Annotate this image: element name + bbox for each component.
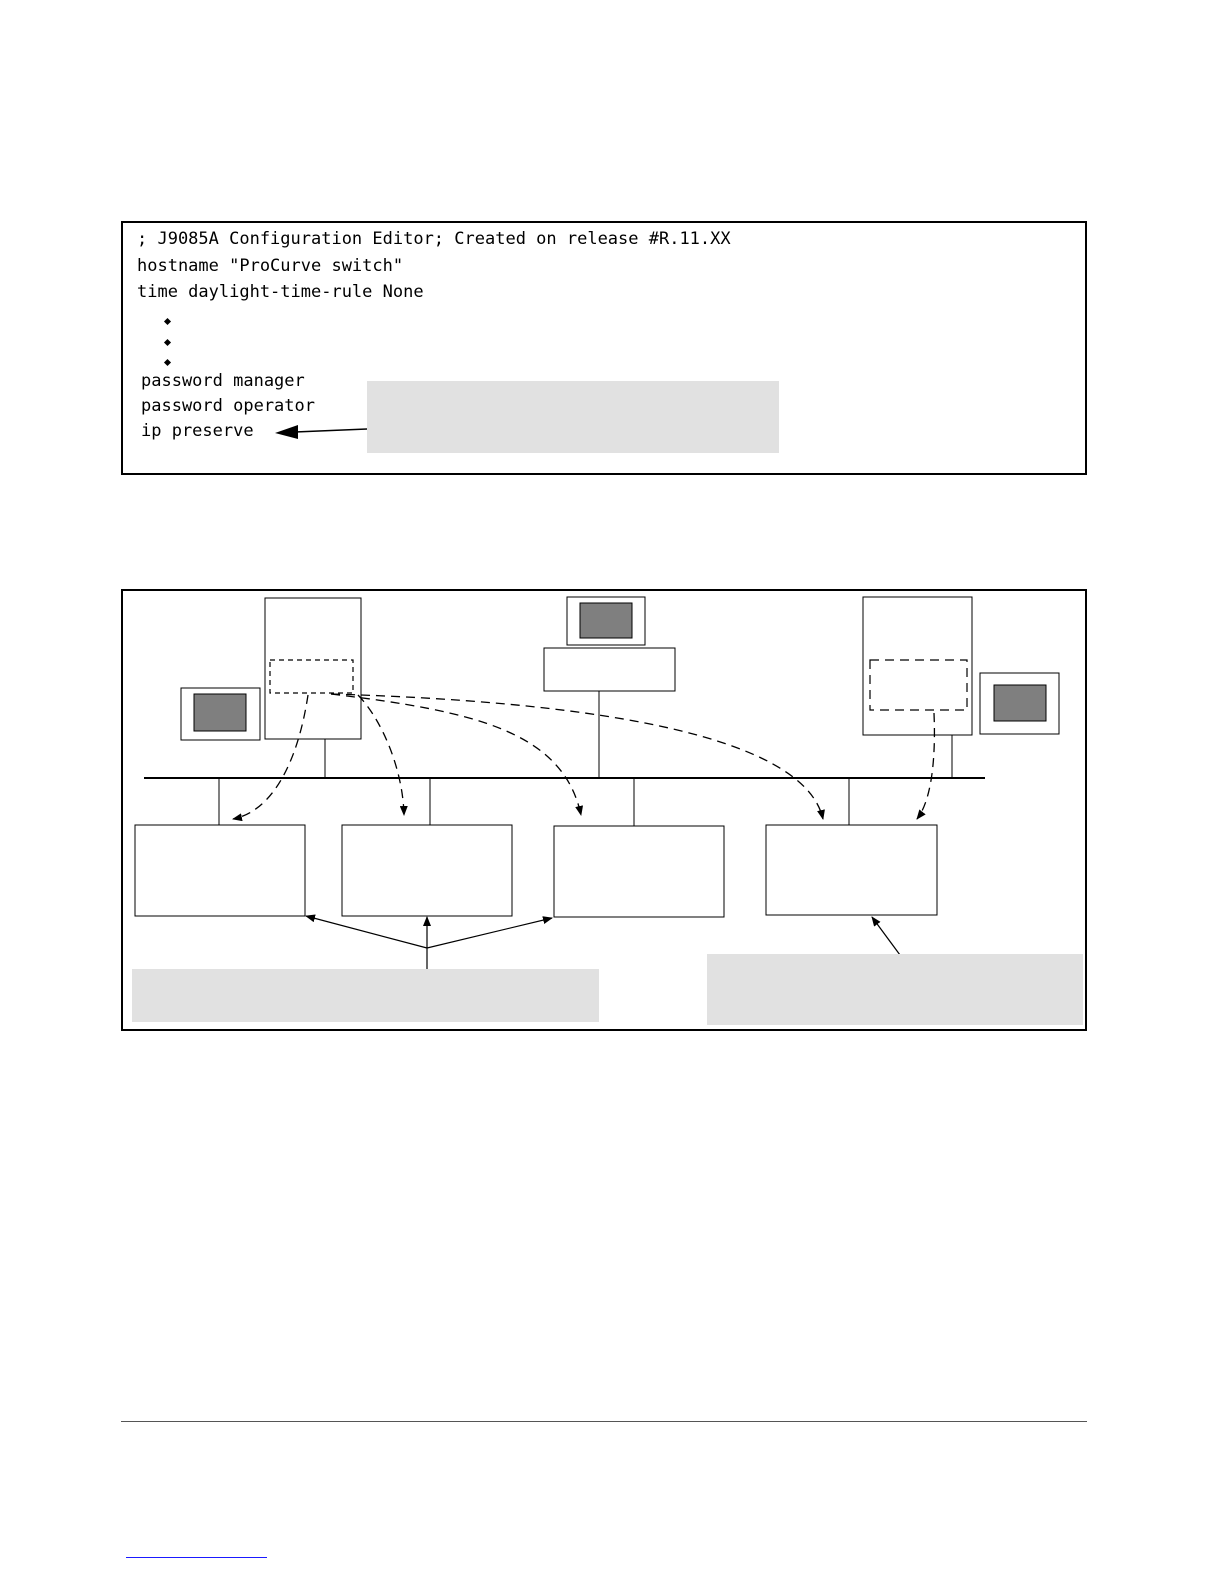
config-hostname-line: hostname "ProCurve switch" (137, 256, 404, 276)
switch-1 (135, 778, 305, 916)
switch-2 (342, 778, 512, 916)
footer-link-underline[interactable] (126, 1557, 267, 1558)
config-password-manager-line: password manager (141, 371, 305, 391)
computer-monitor-icon (181, 688, 260, 740)
switch-3 (554, 778, 724, 917)
config-time-line: time daylight-time-rule None (137, 282, 424, 302)
right-callout (707, 954, 1083, 1025)
network-diagram-figure (121, 589, 1087, 1031)
left-callout (132, 969, 599, 1022)
computer-workstation-icon (544, 597, 675, 778)
right-server-icon (863, 597, 972, 778)
config-header-line: ; J9085A Configuration Editor; Created on release #R.11.XX (137, 229, 731, 249)
config-password-operator-line: password operator (141, 396, 315, 416)
footer-divider (121, 1421, 1087, 1422)
config-ip-preserve-line: ip preserve (141, 421, 254, 441)
left-server-icon (265, 598, 361, 778)
callout-arrow (123, 223, 1085, 473)
switch-4 (766, 778, 937, 915)
config-file-figure (121, 221, 1087, 475)
computer-monitor-icon (980, 673, 1059, 734)
